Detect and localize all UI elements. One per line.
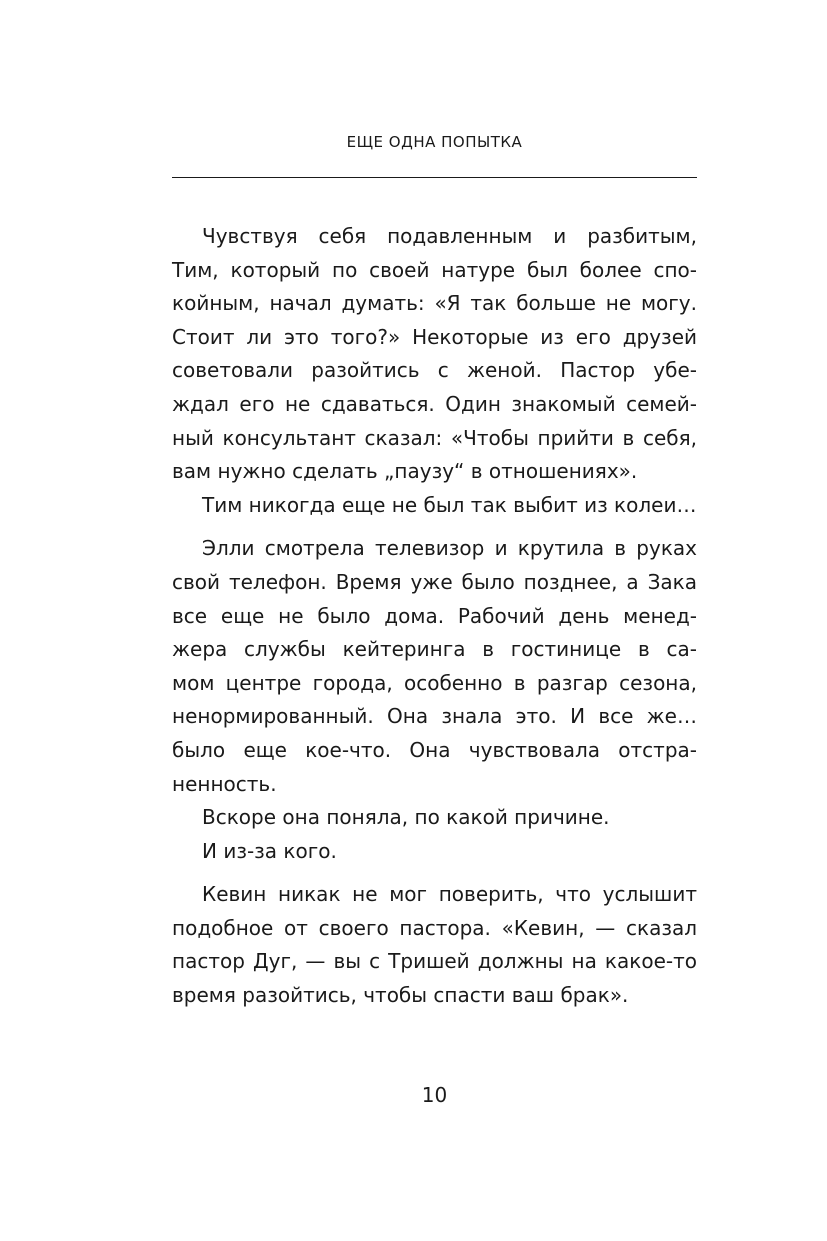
- text-line: жера службы кейтеринга в гостинице в са-: [172, 637, 697, 662]
- text-line: койным, начал думать: «Я так больше не могу.: [172, 291, 697, 316]
- text-line: Кевин никак не мог поверить, что услышит: [202, 882, 697, 907]
- text-line: ждал его не сдаваться. Один знакомый семей-: [172, 391, 697, 416]
- text-line: Вскоре она поняла, по какой причине.: [202, 805, 610, 830]
- text-line: ненормированный. Она знала это. И все же…: [172, 704, 697, 729]
- text-line: Тим, который по своей натуре был более спо-: [172, 257, 697, 282]
- header-divider: [172, 177, 697, 178]
- text-line: Элли смотрела телевизор и крутила в руках: [202, 536, 697, 561]
- paragraph-elli-because-of-whom: [172, 835, 697, 869]
- body-text: [172, 220, 697, 1013]
- text-line: Чувствуя себя подавленным и разбитым,: [202, 224, 697, 248]
- paragraph-elli-realized: [172, 801, 697, 835]
- text-line: все еще не было дома. Рабочий день менед-: [172, 603, 697, 628]
- page-number: 10: [421, 1083, 448, 1107]
- text-line: И из-за кого.: [202, 838, 337, 863]
- text-line: советовали разойтись с женой. Пастор убе-: [172, 358, 697, 383]
- text-line: Тим никогда еще не был так выбит из колеи…: [202, 492, 697, 517]
- text-line: подобное от своего пастора. «Кевин, — сказал: [172, 915, 697, 940]
- paragraph-tim-depressed: [172, 220, 697, 489]
- text-line: ный консультант сказал: «Чтобы прийти в себя,: [172, 425, 697, 450]
- running-header: ЕЩЕ ОДНА ПОПЫТКА: [346, 133, 523, 151]
- paragraph-kevin: [172, 878, 697, 1012]
- paragraph-tim-off-track: [172, 489, 697, 523]
- paragraph-elli: [172, 532, 697, 801]
- text-line: было еще кое-что. Она чувствовала отстра-: [172, 737, 697, 762]
- text-line: свой телефон. Время уже было позднее, а Зака: [172, 569, 697, 594]
- text-line: вам нужно сделать „паузу“ в отношениях».: [172, 459, 638, 484]
- text-line: пастор Дуг, — вы с Тришей должны на какое-то: [172, 949, 697, 974]
- text-line: ненность.: [172, 771, 277, 796]
- text-line: мом центре города, особенно в разгар сезона,: [172, 670, 697, 695]
- text-line: время разойтись, чтобы спасти ваш брак».: [172, 983, 629, 1008]
- text-line: Стоит ли это того?» Некоторые из его друзей: [172, 324, 697, 349]
